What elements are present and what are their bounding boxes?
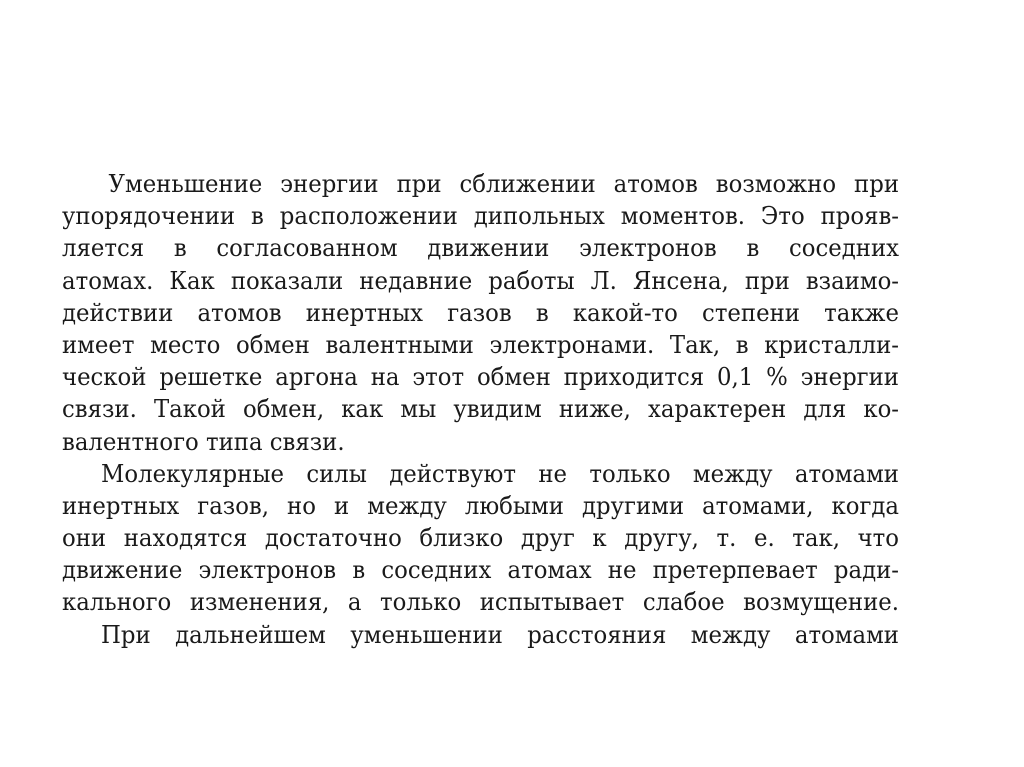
body-text xyxy=(62,168,899,651)
text-line: ляется в согласованном движении электронов в соседних xyxy=(62,233,899,263)
text-line: Уменьшение энергии при сближении атомов возможно при xyxy=(108,169,899,198)
text-line: действии атомов инертных газов в какой-то степени также xyxy=(62,297,899,327)
paragraph-2 xyxy=(62,458,899,619)
text-line: имеет место обмен валентными электронами. Так, в кристалли- xyxy=(62,329,899,359)
paragraph-1 xyxy=(62,168,899,458)
text-line: Молекулярные силы действуют не только между атомами xyxy=(101,458,899,488)
text-line: атомах. Как показали недавние работы Л. Янсена, при взаимо- xyxy=(62,265,899,295)
text-line: движение электронов в соседних атомах не претерпевает ради- xyxy=(62,555,899,585)
paragraph-3 xyxy=(62,619,899,651)
text-line: валентного типа связи. xyxy=(62,426,345,456)
text-line: упорядочении в расположении дипольных моментов. Это прояв- xyxy=(62,201,899,231)
text-line: инертных газов, но и между любыми другими атомами, когда xyxy=(62,490,899,520)
text-line: связи. Такой обмен, как мы увидим ниже, характерен для ко- xyxy=(62,394,899,424)
text-line: ческой решетке аргона на этот обмен приходится 0,1 % энергии xyxy=(62,362,899,392)
text-line: кального изменения, а только испытывает слабое возмущение. xyxy=(62,587,899,617)
text-line: При дальнейшем уменьшении расстояния между атомами xyxy=(101,619,899,649)
text-line: они находятся достаточно близко друг к другу, т. е. так, что xyxy=(62,523,899,553)
